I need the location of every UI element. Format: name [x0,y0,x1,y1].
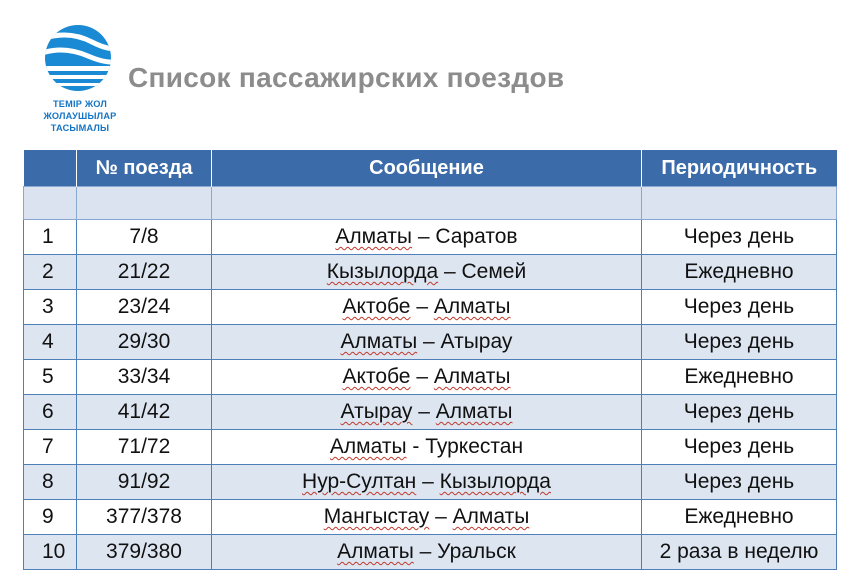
train-number-cell: 7/8 [77,220,212,255]
route-separator: – [416,470,440,493]
header-train-number: № поезда [77,150,212,187]
route-cell [212,220,642,255]
route-from: Актобе [342,295,411,318]
route-to: Туркестан [425,435,524,458]
header-route: Сообщение [212,150,642,187]
route-to: Алматы [433,365,511,388]
route-from: Мангыстау [323,505,430,528]
route-cell [212,430,642,465]
route-to: Алматы [452,505,530,528]
train-number-cell: 71/72 [77,430,212,465]
route-to: Уральск [437,540,516,563]
route-to: Саратов [435,225,518,248]
logo-text-line1: ТЕМІР ЖОЛ [53,99,107,109]
route-separator: - [406,435,426,458]
row-number-cell: 8 [24,465,77,500]
route-to: Кызылорда [439,470,551,493]
spacer-cell [212,187,642,220]
route-separator: – [413,540,438,563]
row-number-cell: 2 [24,255,77,290]
route-cell [212,395,642,430]
route-separator: – [412,400,436,423]
company-logo [30,22,130,134]
route-separator: – [438,260,462,283]
table-header-row [24,150,837,187]
header-frequency: Периодичность [642,150,837,187]
page-title: Список пассажирских поездов [128,62,565,93]
route-from: Алматы [329,435,407,458]
table-row [24,535,837,570]
route-separator: – [410,295,434,318]
row-number-cell: 10 [24,535,77,570]
trains-table [23,150,837,570]
route-to: Семей [461,260,527,283]
route-from: Алматы [335,225,413,248]
train-number-cell: 41/42 [77,395,212,430]
spacer-cell [77,187,212,220]
frequency-cell: Ежедневно [642,500,837,535]
table-row [24,360,837,395]
route-cell [212,360,642,395]
logo-text-line3: ТАСЫМАЛЫ [50,123,110,133]
table-row [24,255,837,290]
table-row [24,220,837,255]
train-number-cell: 23/24 [77,290,212,325]
route-from: Актобе [342,365,411,388]
trains-table-body [24,187,837,570]
table-row [24,500,837,535]
spacer-cell [642,187,837,220]
row-number-cell: 7 [24,430,77,465]
route-separator: – [410,365,434,388]
row-number-cell: 5 [24,360,77,395]
table-spacer-row [24,187,837,220]
route-from: Атырау [340,400,413,423]
route-cell [212,500,642,535]
row-number-cell: 3 [24,290,77,325]
route-from: Алматы [337,540,414,563]
route-from: Алматы [340,330,418,353]
row-number-cell: 4 [24,325,77,360]
frequency-cell: Через день [642,465,837,500]
route-cell [212,535,642,570]
route-cell [212,255,642,290]
table-row [24,290,837,325]
header-number [24,150,77,187]
route-from: Кызылорда [326,260,439,283]
frequency-cell: Ежедневно [642,255,837,290]
table-row [24,395,837,430]
train-number-cell: 91/92 [77,465,212,500]
table-row [24,430,837,465]
train-number-cell: 29/30 [77,325,212,360]
route-separator: – [417,330,441,353]
logo-emblem-icon [30,22,130,94]
frequency-cell: Ежедневно [642,360,837,395]
route-to: Атырау [440,330,513,353]
row-number-cell: 9 [24,500,77,535]
frequency-cell: 2 раза в неделю [642,535,837,570]
row-number-cell: 6 [24,395,77,430]
route-to: Алматы [433,295,511,318]
train-number-cell: 377/378 [77,500,212,535]
route-separator: – [412,225,436,248]
train-number-cell: 379/380 [77,535,212,570]
frequency-cell: Через день [642,290,837,325]
frequency-cell: Через день [642,395,837,430]
route-separator: – [429,505,453,528]
route-from: Нур-Султан [302,470,417,493]
route-cell [212,465,642,500]
logo-text-line2: ЖОЛАУШЫЛАР [43,111,117,121]
route-cell [212,290,642,325]
train-number-cell: 33/34 [77,360,212,395]
frequency-cell: Через день [642,430,837,465]
train-number-cell: 21/22 [77,255,212,290]
frequency-cell: Через день [642,220,837,255]
row-number-cell: 1 [24,220,77,255]
spacer-cell [24,187,77,220]
table-row [24,465,837,500]
route-cell [212,325,642,360]
route-to: Алматы [435,400,513,423]
table-row [24,325,837,360]
frequency-cell: Через день [642,325,837,360]
